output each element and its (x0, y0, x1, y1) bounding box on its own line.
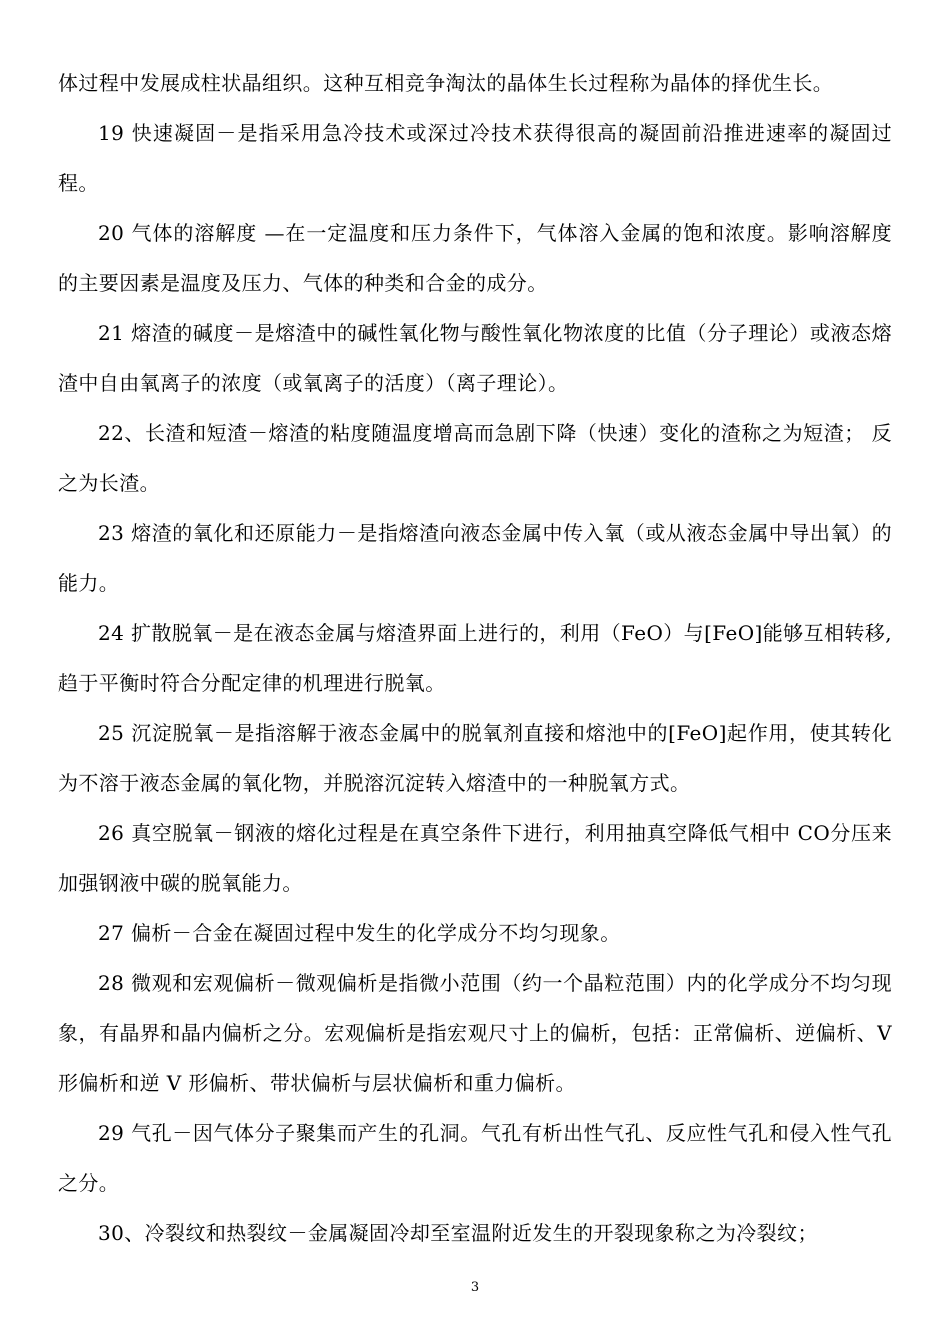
paragraph-21-slag-basicity: 21 熔渣的碱度－是熔渣中的碱性氧化物与酸性氧化物浓度的比值（分子理论）或液态熔渣中自由氧离子的浓度（或氧离子的活度）（离子理论）。 (58, 321, 892, 395)
paragraph-24-diffusion-deoxidation: 24 扩散脱氧－是在液态金属与熔渣界面上进行的，利用（FeO）与[FeO]能够互相转移, 趋于平衡时符合分配定律的机理进行脱氧。 (58, 621, 892, 695)
paragraph-29-porosity: 29 气孔－因气体分子聚集而产生的孔洞。气孔有析出性气孔、反应性气孔和侵入性气孔之分。 (58, 1121, 892, 1195)
paragraph-27-segregation: 27 偏析－合金在凝固过程中发生的化学成分不均匀现象。 (98, 921, 621, 945)
paragraph-25-precipitation-deoxidation: 25 沉淀脱氧－是指溶解于液态金属中的脱氧剂直接和熔池中的[FeO]起作用，使其转化为不溶于液态金属的氧化物，并脱溶沉淀转入熔渣中的一种脱氧方式。 (58, 721, 892, 795)
paragraph-continuation: 体过程中发展成柱状晶组织。这种互相竞争淘汰的晶体生长过程称为晶体的择优生长。 (58, 71, 834, 95)
paragraph-22-long-short-slag: 22、长渣和短渣－熔渣的粘度随温度增高而急剧下降（快速）变化的渣称之为短渣； 反之为长渣。 (58, 421, 892, 495)
paragraph-23-slag-oxidation: 23 熔渣的氧化和还原能力－是指熔渣向液态金属中传入氧（或从液态金属中导出氧）的能力。 (58, 521, 892, 595)
paragraph-26-vacuum-deoxidation: 26 真空脱氧－钢液的熔化过程是在真空条件下进行，利用抽真空降低气相中 CO分压来加强钢液中碳的脱氧能力。 (58, 821, 892, 895)
paragraph-28-micro-macro-segregation: 28 微观和宏观偏析－微观偏析是指微小范围（约一个晶粒范围）内的化学成分不均匀现象，有晶界和晶内偏析之分。宏观偏析是指宏观尺寸上的偏析，包括：正常偏析、逆偏析、V 形偏析和逆 V 形偏析、带状偏析与层状偏析和重力偏析。 (58, 971, 892, 1095)
paragraph-19-rapid-solidification: 19 快速凝固－是指采用急冷技术或深过冷技术获得很高的凝固前沿推进速率的凝固过程。 (58, 121, 892, 195)
page-number: 3 (470, 1280, 480, 1295)
paragraph-30-cracks: 30、冷裂纹和热裂纹－金属凝固冷却至室温附近发生的开裂现象称之为冷裂纹； (98, 1221, 818, 1245)
paragraph-20-gas-solubility: 20 气体的溶解度 —在一定温度和压力条件下，气体溶入金属的饱和浓度。影响溶解度的主要因素是温度及压力、气体的种类和合金的成分。 (58, 221, 892, 295)
document-body (58, 58, 892, 1258)
